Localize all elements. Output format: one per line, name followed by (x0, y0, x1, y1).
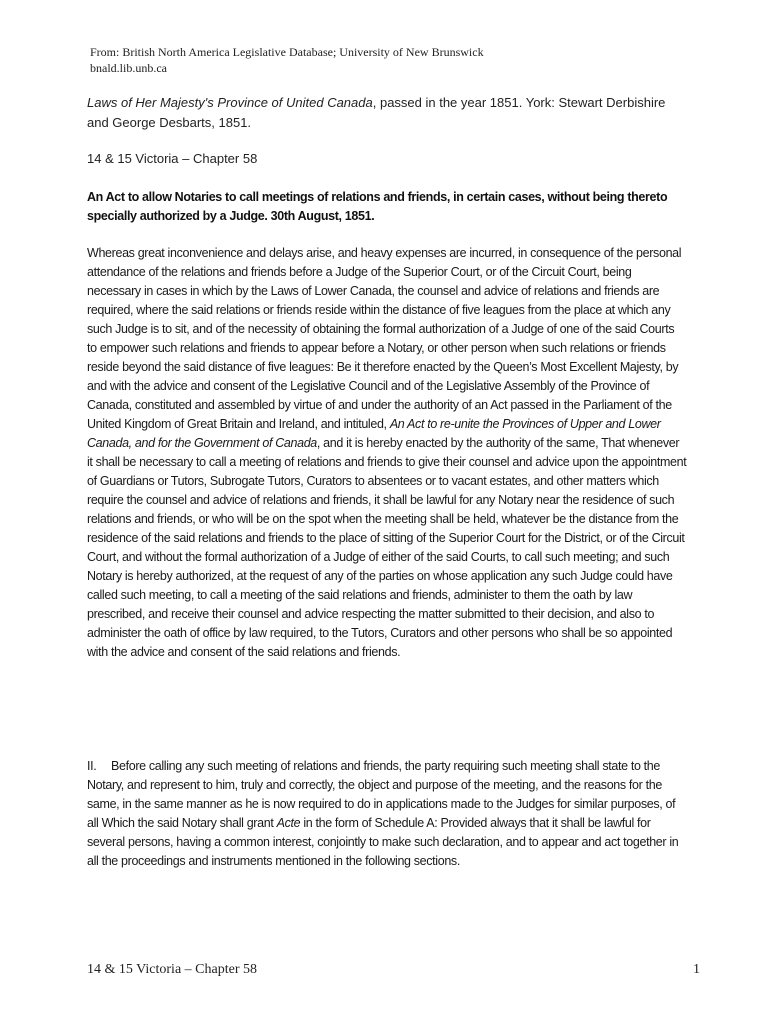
acte-term: Acte (276, 816, 301, 830)
source-line: From: British North America Legislative Database; University of New Brunswick (90, 45, 484, 59)
paragraph-preamble (87, 244, 687, 662)
paragraph-text: Before calling any such meeting of relations and friends, the party requiring such meeting shall state to the Notary, and represent to him, truly and correctly, the object and purpose of the meeting, and the reasons for the same, in the same manner as he is now required to do in applications made to the Judges for similar purposes, of all Which the said Notary shall grant (87, 759, 676, 830)
source-header (90, 44, 690, 76)
paragraph-text: in the form of Schedule A: Provided always that it shall be lawful for several persons, having a common interest, conjointly to make such declaration, and to appear and act together in all the proceedings and instruments mentioned in the following sections. (87, 816, 679, 868)
chapter-heading: 14 & 15 Victoria – Chapter 58 (87, 151, 258, 166)
paragraph-section-2 (87, 757, 687, 871)
act-reference: An Act to re-unite the Provinces of Upper and Lower Canada, and for the Government of Canada (87, 417, 661, 450)
page-number: 1 (693, 962, 700, 977)
act-title: An Act to allow Notaries to call meetings of relations and friends, in certain cases, without being thereto specially authorized by a Judge. 30th August, 1851. (87, 190, 668, 223)
paragraph-text: , and it is hereby enacted by the authority of the same, That whenever it shall be necessary to call a meeting of relations and friends to give their counsel and advice upon the appointment of Guardians or Tutors, Subrogate Tutors, Curators to absentees or to vacant estates, and other matters which require the counsel and advice of relations and friends, it shall be lawful for any Notary near the residence of such relations and friends, or who will be on the spot when the meeting shall be held, whatever be the distance from the residence of the said relations and friends to the place of sitting of the Superior Court for the District, or of the Circuit Court, and without the formal authorization of a Judge of either of the said Courts, to call such meeting; and such Notary is hereby authorized, at the request of any of the parties on whose application any such Judge could have called such meeting, to call a meeting of the said relations and friends, administer to them the oath by law prescribed, and receive their counsel and advice respecting the matter submitted to their decision, and also to administer the oath of office by law required, to the Tutors, Curators and other persons who shall be so appointed with the advice and consent of the said relations and friends. (87, 436, 687, 659)
source-url: bnald.lib.unb.ca (90, 61, 167, 75)
citation (87, 93, 687, 133)
section-number: II. (87, 759, 97, 773)
footer-chapter: 14 & 15 Victoria – Chapter 58 (87, 962, 257, 977)
citation-details: , passed in the year 1851. York: Stewart Derbishire and George Desbarts, 1851. (87, 95, 666, 130)
paragraph-text: Whereas great inconvenience and delays arise, and heavy expenses are incurred, in consequence of the personal attendance of the relations and friends before a Judge of the Superior Court, or of the Circuit Court, being necessary in cases in which by the Laws of Lower Canada, the counsel and advice of relations and friends are required, where the said relations or friends reside within the distance of five leagues from the place at which any such Judge is to sit, and of the necessity of obtaining the formal authorization of a Judge of one of the said Courts to empower such relations and friends to appear before a Notary, or other person when such relations or friends reside beyond the said distance of five leagues: Be it therefore enacted by the Queen’s Most Excellent Majesty, by and with the advice and consent of the Legislative Council and of the Legislative Assembly of the Province of Canada, constituted and assembled by virtue of and under the authority of an Act passed in the Parliament of the United Kingdom of Great Britain and Ireland, and intituled, (87, 246, 682, 431)
citation-title: Laws of Her Majesty's Province of United Canada (87, 95, 373, 110)
